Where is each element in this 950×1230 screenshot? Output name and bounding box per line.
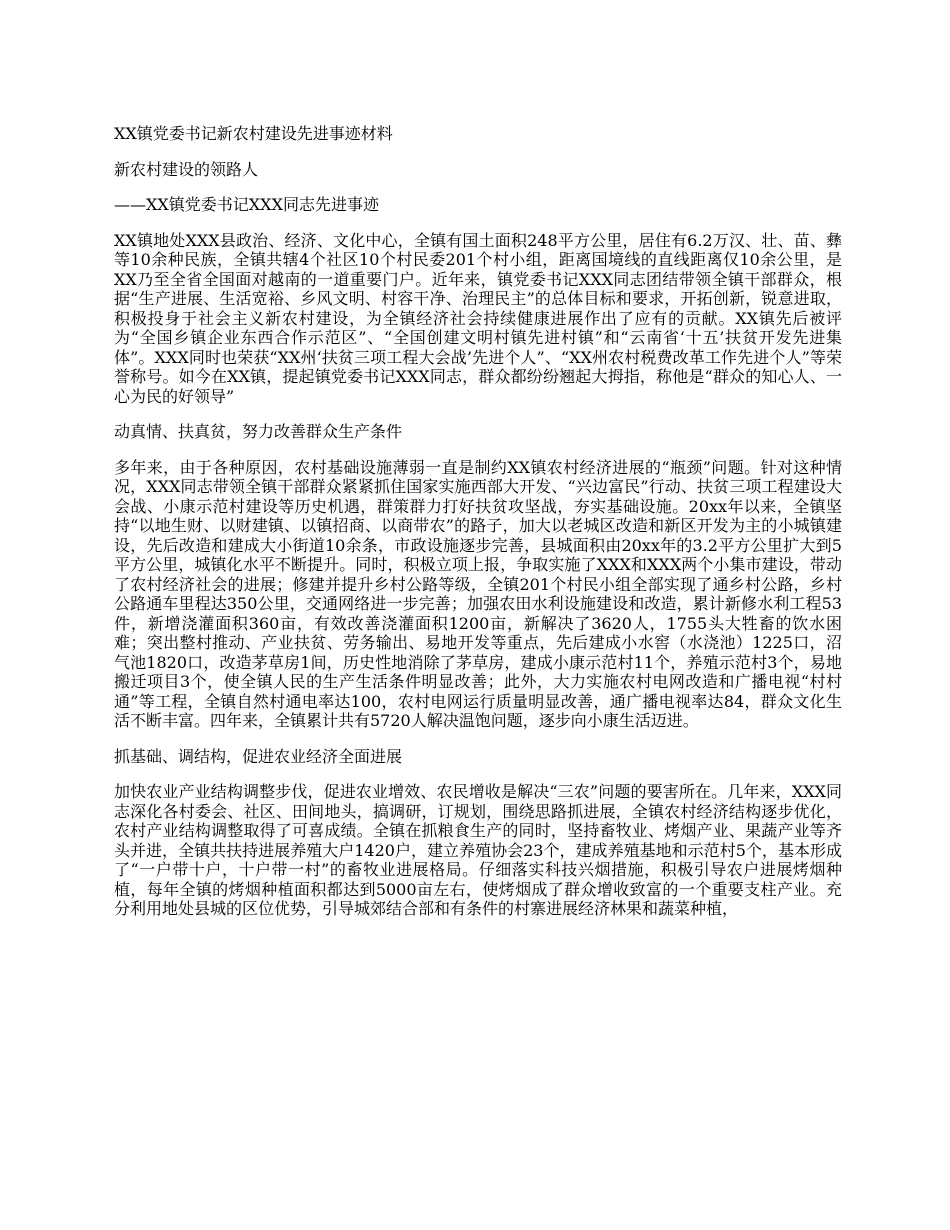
- section-1-title: 动真情、扶真贫，努力改善群众生产条件: [114, 422, 403, 441]
- document-page: [114, 124, 842, 935]
- section-1-paragraph: 多年来，由于各种原因，农村基础设施薄弱一直是制约XX镇农村经济进展的“瓶颈”问题。针对这种情况，XXX同志带领全镇干部群众紧紧抓住国家实施西部大开发、“兴边富民”行动、扶贫三项工程建设大会战、小康示范村建设等历史机遇，群策群力打好扶贫攻坚战，夯实基础设施。20xx年以来，全镇坚持“以地生财、以财建镇、以镇招商、以商带农”的路子，加大以老城区改造和新区开发为主的小城镇建设，先后改造和建成大小街道10余条，市政设施逐步完善，县城面积由20xx年的3.2平方公里扩大到5平方公里，城镇化水平不断提升。同时，积极立项上报，争取实施了XXX和XXX两个小集市建设，带动了农村经济社会的进展；修建并提升乡村公路等级，全镇201个村民小组全部实现了通乡村公路，乡村公路通车里程达350公里，交通网络进一步完善；加强农田水利设施建设和改造，累计新修水利工程53件，新增浇灌面积360亩，有效改善浇灌面积1200亩，新解决了3620人，1755头大牲畜的饮水困难；突出整村推动、产业扶贫、劳务输出、易地开发等重点，先后建成小水窖（水浇池）1225口，沼气池1820口，改造茅草房1间，历史性地消除了茅草房，建成小康示范村11个，养殖示范村3个，易地搬迁项目3个，使全镇人民的生产生活条件明显改善；此外，大力实施农村电网改造和广播电视“村村通”等工程，全镇自然村通电率达100，农村电网运行质量明显改善，通广播电视率达84，群众文化生活不断丰富。四年来，全镇累计共有5720人解决温饱问题，逐步向小康生活迈进。: [114, 457, 842, 730]
- section-2-title: 抓基础、调结构，促进农业经济全面进展: [114, 746, 403, 766]
- intro-paragraph: XX镇地处XXX县政治、经济、文化中心，全镇有国土面积248平方公里，居住有6.2万汉、壮、苗、彝等10余种民族，全镇共辖4个社区10个村民委201个村小组，距离国境线的直线距离仅10余公里，是XX乃至全省全国面对越南的一道重要门户。近年来，镇党委书记XXX同志团结带领全镇干部群众，根据“生产进展、生活宽裕、乡风文明、村容干净、治理民主”的总体目标和要求，开拓创新，锐意进取，积极投身于社会主义新农村建设，为全镇经济社会持续健康进展作出了应有的贡献。XX镇先后被评为“全国乡镇企业东西合作示范区”、“全国创建文明村镇先进村镇”和“云南省‘十五’扶贫开发先进集体”。XXX同时也荣获“XX州‘扶贫三项工程大会战’先进个人”、“XX州农村税费改革工作先进个人”等荣誉称号。如今在XX镇，提起镇党委书记XXX同志，群众都纷纷翘起大拇指，称他是“群众的知心人、一心为民的好领导”: [114, 230, 842, 406]
- document-subtitle: 新农村建设的领路人: [114, 159, 259, 179]
- document-title: XX镇党委书记新农村建设先进事迹材料: [114, 124, 393, 143]
- section-2-paragraph: 加快农业产业结构调整步伐，促进农业增效、农民增收是解决“三农”问题的要害所在。几年来，XXX同志深化各村委会、社区、田间地头，搞调研，订规划，围绕思路抓进展，全镇农村经济结构逐步优化，农村产业结构调整取得了可喜成绩。全镇在抓粮食生产的同时，坚持畜牧业、烤烟产业、果蔬产业等齐头并进，全镇共扶持进展养殖大户1420户，建立养殖协会23个，建成养殖基地和示范村5个，基本形成了“一户带十户，十户带一村”的畜牧业进展格局。仔细落实科技兴烟措施，积极引导农户进展烤烟种植，每年全镇的烤烟种植面积都达到5000亩左右，使烤烟成了群众增收致富的一个重要支柱产业。充分利用地处县城的区位优势，引导城郊结合部和有条件的村寨进展经济林果和蔬菜种植，: [114, 782, 842, 918]
- document-byline: ——XX镇党委书记XXX同志先进事迹: [114, 195, 379, 214]
